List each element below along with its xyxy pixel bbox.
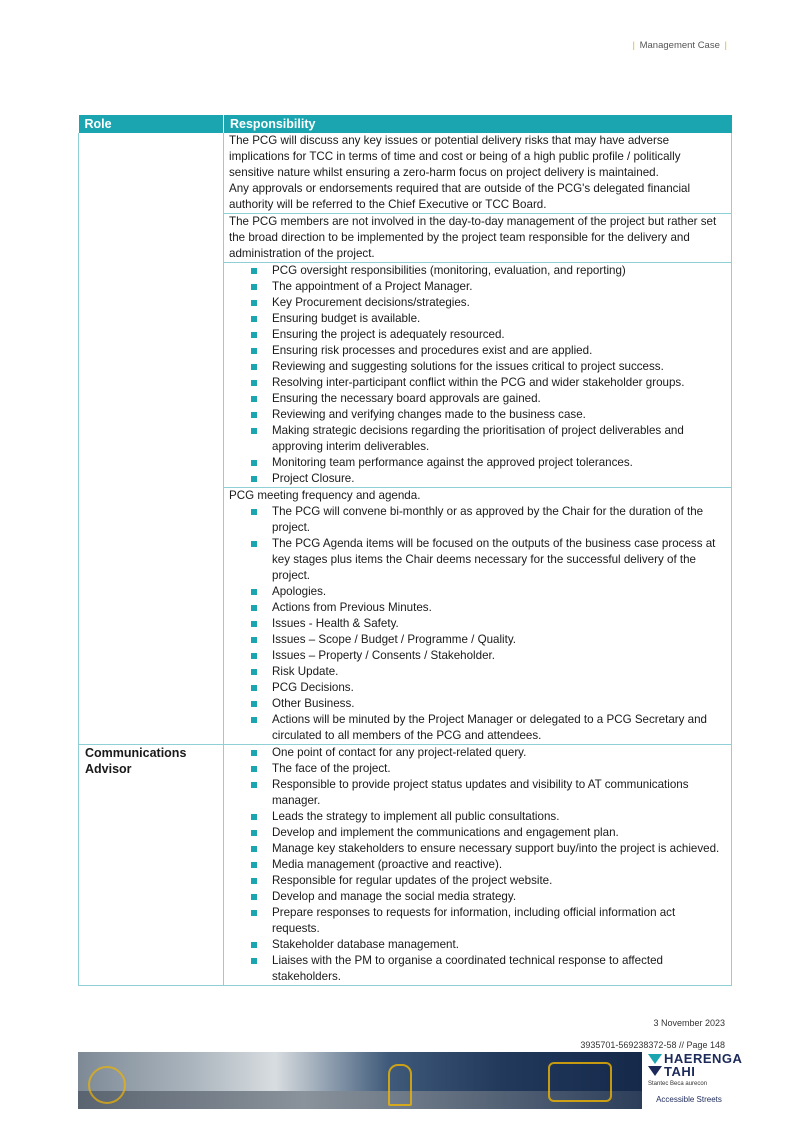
list-item: Ensuring the necessary board approvals are gained. (272, 391, 726, 407)
list-item: Other Business. (272, 696, 726, 712)
list-item: PCG oversight responsibilities (monitoring, evaluation, and reporting) (272, 263, 726, 279)
logo-partners: Stantec Beca aurecon (648, 1081, 708, 1087)
role-cell-pcg (79, 133, 224, 745)
column-header-responsibility: Responsibility (224, 115, 732, 133)
footer-page-reference: 3935701-569238372-58 // Page 148 (580, 1040, 725, 1050)
list-item: One point of contact for any project-related query. (272, 745, 726, 761)
list-item: Actions from Previous Minutes. (272, 600, 726, 616)
list-item: Issues – Scope / Budget / Programme / Quality. (272, 632, 726, 648)
table-row (79, 133, 732, 214)
list-item: Liaises with the PM to organise a coordinated technical response to affected stakeholders. (272, 953, 726, 985)
pcg-responsibility-list (229, 263, 726, 487)
list-item: Issues – Property / Consents / Stakeholder. (272, 648, 726, 664)
comms-responsibility-list (229, 745, 726, 985)
meeting-intro: PCG meeting frequency and agenda. (229, 489, 421, 502)
section-header: | Management Case | (632, 40, 727, 51)
list-item: The appointment of a Project Manager. (272, 279, 726, 295)
list-item: Leads the strategy to implement all public consultations. (272, 809, 726, 825)
list-item: PCG Decisions. (272, 680, 726, 696)
list-item: Ensuring the project is adequately resourced. (272, 327, 726, 343)
list-item: Reviewing and verifying changes made to the business case. (272, 407, 726, 423)
logo-name-2: TAHI (664, 1064, 696, 1079)
list-item: Stakeholder database management. (272, 937, 726, 953)
list-item: Resolving inter-participant conflict within the PCG and wider stakeholder groups. (272, 375, 726, 391)
list-item: Apologies. (272, 584, 726, 600)
list-item: The PCG will convene bi-monthly or as approved by the Chair for the duration of the project. (272, 504, 726, 536)
haerenga-tahi-logo (648, 1051, 743, 1112)
responsibility-cell (224, 133, 732, 214)
role-label-line2: Advisor (85, 762, 132, 776)
responsibility-cell (224, 263, 732, 488)
pedestrian-icon (388, 1064, 412, 1106)
role-cell-communications-advisor (79, 745, 224, 986)
logo-tagline: Accessible Streets (656, 1095, 722, 1104)
table-header-row (79, 115, 732, 133)
paragraph: Any approvals or endorsements required that are outside of the PCG's delegated financial authority will be referred to the Chief Executive or TCC Board. (229, 182, 691, 211)
responsibility-cell (224, 214, 732, 263)
responsibility-cell (224, 488, 732, 745)
list-item: Key Procurement decisions/strategies. (272, 295, 726, 311)
list-item: Prepare responses to requests for information, including official information act requests. (272, 905, 726, 937)
section-header-label: Management Case (639, 40, 720, 51)
paragraph: The PCG will discuss any key issues or potential delivery risks that may have adverse implications for TCC in terms of time and cost or being of a high public profile / politically sensitive nature whilst ensuring a zero-harm focus on project delivery is maintained. (229, 134, 681, 179)
list-item: Manage key stakeholders to ensure necessary support buy/into the project is achieved. (272, 841, 726, 857)
list-item: Responsible to provide project status updates and visibility to AT communications manager. (272, 777, 726, 809)
list-item: The face of the project. (272, 761, 726, 777)
list-item: Reviewing and suggesting solutions for the issues critical to project success. (272, 359, 726, 375)
list-item: Issues - Health & Safety. (272, 616, 726, 632)
pcg-meeting-list (229, 504, 726, 744)
list-item: Project Closure. (272, 471, 726, 487)
logo-mark-icon (648, 1066, 662, 1076)
logo-name-1: HAERENGA (664, 1051, 743, 1066)
list-item: Media management (proactive and reactive). (272, 857, 726, 873)
list-item: Risk Update. (272, 664, 726, 680)
paragraph: The PCG members are not involved in the day-to-day management of the project but rather set the broad direction to be implemented by the project team responsible for the delivery and administration of the project. (229, 215, 717, 260)
responsibility-cell (224, 745, 732, 986)
logo-mark-icon (648, 1054, 662, 1064)
list-item: Making strategic decisions regarding the prioritisation of project deliverables and approving interim deliverables. (272, 423, 726, 455)
role-label-line1: Communications (85, 746, 187, 760)
table-row (79, 745, 732, 986)
list-item: The PCG Agenda items will be focused on the outputs of the business case process at key stages plus items the Chair deems necessary for the successful delivery of the project. (272, 536, 726, 584)
footer-banner-image (78, 1052, 642, 1109)
list-item: Monitoring team performance against the approved project tolerances. (272, 455, 726, 471)
footer-date: 3 November 2023 (653, 1018, 725, 1028)
bus-icon (548, 1062, 612, 1102)
list-item: Develop and manage the social media strategy. (272, 889, 726, 905)
list-item: Develop and implement the communications and engagement plan. (272, 825, 726, 841)
list-item: Ensuring budget is available. (272, 311, 726, 327)
column-header-role: Role (79, 115, 224, 133)
list-item: Ensuring risk processes and procedures exist and are applied. (272, 343, 726, 359)
cyclist-icon (88, 1066, 126, 1104)
list-item: Responsible for regular updates of the project website. (272, 873, 726, 889)
list-item: Actions will be minuted by the Project Manager or delegated to a PCG Secretary and circulated to all members of the PCG and attendees. (272, 712, 726, 744)
responsibility-table (78, 115, 732, 986)
